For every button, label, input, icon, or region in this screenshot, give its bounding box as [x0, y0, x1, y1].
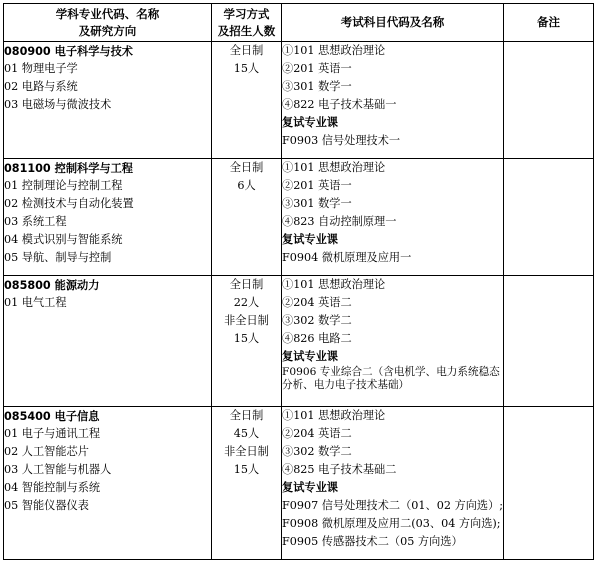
- research-direction: 05 智能仪器仪表: [4, 499, 89, 512]
- table-row: [4, 407, 594, 560]
- retest-subject: F0908 微机原理及应用二(03、04 方向选);: [282, 517, 501, 530]
- exam-cell: [282, 159, 504, 276]
- research-direction: 01 电气工程: [4, 296, 67, 309]
- research-direction: 03 系统工程: [4, 215, 67, 228]
- exam-subject: ②201 英语一: [282, 62, 352, 75]
- study-mode: 全日制: [229, 278, 264, 291]
- enrollment-count: 15人: [233, 332, 260, 345]
- exam-subject: ③302 数学二: [282, 445, 352, 458]
- exam-subject: ③302 数学二: [282, 314, 352, 327]
- research-direction: 05 导航、制导与控制: [4, 251, 112, 264]
- research-direction: 01 物理电子学: [4, 62, 78, 75]
- retest-label: 复试专业课: [282, 116, 338, 129]
- notes-cell: [504, 159, 594, 276]
- exam-subject: ②204 英语二: [282, 296, 352, 309]
- exam-subject: ④825 电子技术基础二: [282, 463, 397, 476]
- exam-subject: ③301 数学一: [282, 197, 352, 210]
- exam-cell: [282, 42, 504, 159]
- study-mode-cell: [212, 42, 282, 159]
- header-major-line2: 及研究方向: [78, 23, 137, 38]
- notes-cell: [504, 42, 594, 159]
- catalog-table: [3, 3, 594, 560]
- exam-subject: ④822 电子技术基础一: [282, 98, 397, 111]
- major-code: 081100: [4, 162, 51, 175]
- major-title: [4, 276, 211, 294]
- major-name: 电子信息: [54, 409, 100, 423]
- notes-cell: [504, 407, 594, 560]
- major-code: 085400: [4, 410, 51, 423]
- retest-subject: F0907 信号处理技术二（01、02 方向选）;: [282, 499, 504, 512]
- enrollment-count: 15人: [233, 463, 260, 476]
- exam-subject: ①101 思想政治理论: [282, 409, 386, 422]
- major-title: [4, 407, 211, 425]
- major-name: 能源动力: [54, 278, 100, 292]
- exam-subject: ②201 英语一: [282, 179, 352, 192]
- retest-subject: F0906 专业综合二（含电机学、电力系统稳态分析、电力电子技术基础）: [282, 366, 500, 391]
- retest-subject: F0903 信号处理技术一: [282, 134, 401, 147]
- major-cell: [4, 276, 212, 407]
- major-code: 085800: [4, 279, 51, 292]
- header-mode-line2: 及招生人数: [217, 23, 276, 38]
- major-cell: [4, 42, 212, 159]
- exam-subject: ④823 自动控制原理一: [282, 215, 397, 228]
- header-major: [4, 4, 212, 42]
- research-direction: 01 电子与通讯工程: [4, 427, 101, 440]
- research-direction: 03 电磁场与微波技术: [4, 98, 112, 111]
- exam-subject: ②204 英语二: [282, 427, 352, 440]
- exam-cell: [282, 407, 504, 560]
- study-mode: 全日制: [229, 44, 264, 57]
- major-name: 电子科学与技术: [54, 44, 133, 58]
- major-title: [4, 42, 211, 60]
- major-title: [4, 159, 211, 177]
- exam-subject: ④826 电路二: [282, 332, 352, 345]
- exam-subject: ③301 数学一: [282, 80, 352, 93]
- header-mode: [212, 4, 282, 42]
- table-row: [4, 159, 594, 276]
- major-cell: [4, 407, 212, 560]
- header-major-line1: 学科专业代码、名称: [55, 6, 160, 21]
- major-cell: [4, 159, 212, 276]
- retest-label: 复试专业课: [282, 350, 338, 363]
- research-direction: 02 人工智能芯片: [4, 445, 89, 458]
- study-mode: 全日制: [229, 409, 264, 422]
- exam-subject: ①101 思想政治理论: [282, 44, 386, 57]
- major-code: 080900: [4, 45, 51, 58]
- retest-subject: F0905 传感器技术二（05 方向选）: [282, 535, 463, 548]
- enrollment-count: 22人: [233, 296, 260, 309]
- retest-label: 复试专业课: [282, 233, 338, 246]
- exam-subject: ①101 思想政治理论: [282, 278, 386, 291]
- enrollment-count: 15人: [233, 62, 260, 75]
- study-mode: 非全日制: [224, 314, 269, 327]
- research-direction: 03 人工智能与机器人: [4, 463, 112, 476]
- major-name: 控制科学与工程: [54, 161, 133, 175]
- study-mode-cell: [212, 407, 282, 560]
- study-mode: 全日制: [229, 161, 264, 174]
- retest-subject: F0904 微机原理及应用一: [282, 251, 412, 264]
- header-mode-line1: 学习方式: [223, 6, 270, 21]
- exam-subject: ①101 思想政治理论: [282, 161, 386, 174]
- notes-cell: [504, 276, 594, 407]
- header-exams: 考试科目代码及名称: [282, 4, 504, 42]
- table-row: [4, 276, 594, 407]
- research-direction: 04 模式识别与智能系统: [4, 233, 123, 246]
- study-mode: 非全日制: [224, 445, 269, 458]
- header-notes: 备注: [504, 4, 594, 42]
- enrollment-count: 45人: [233, 427, 260, 440]
- study-mode-cell: [212, 159, 282, 276]
- study-mode-cell: [212, 276, 282, 407]
- exam-cell: [282, 276, 504, 407]
- research-direction: 04 智能控制与系统: [4, 481, 101, 494]
- research-direction: 01 控制理论与控制工程: [4, 179, 123, 192]
- enrollment-count: 6人: [237, 179, 256, 192]
- header-row: [4, 4, 594, 42]
- research-direction: 02 检测技术与自动化装置: [4, 197, 134, 210]
- retest-label: 复试专业课: [282, 481, 338, 494]
- table-row: [4, 42, 594, 159]
- research-direction: 02 电路与系统: [4, 80, 78, 93]
